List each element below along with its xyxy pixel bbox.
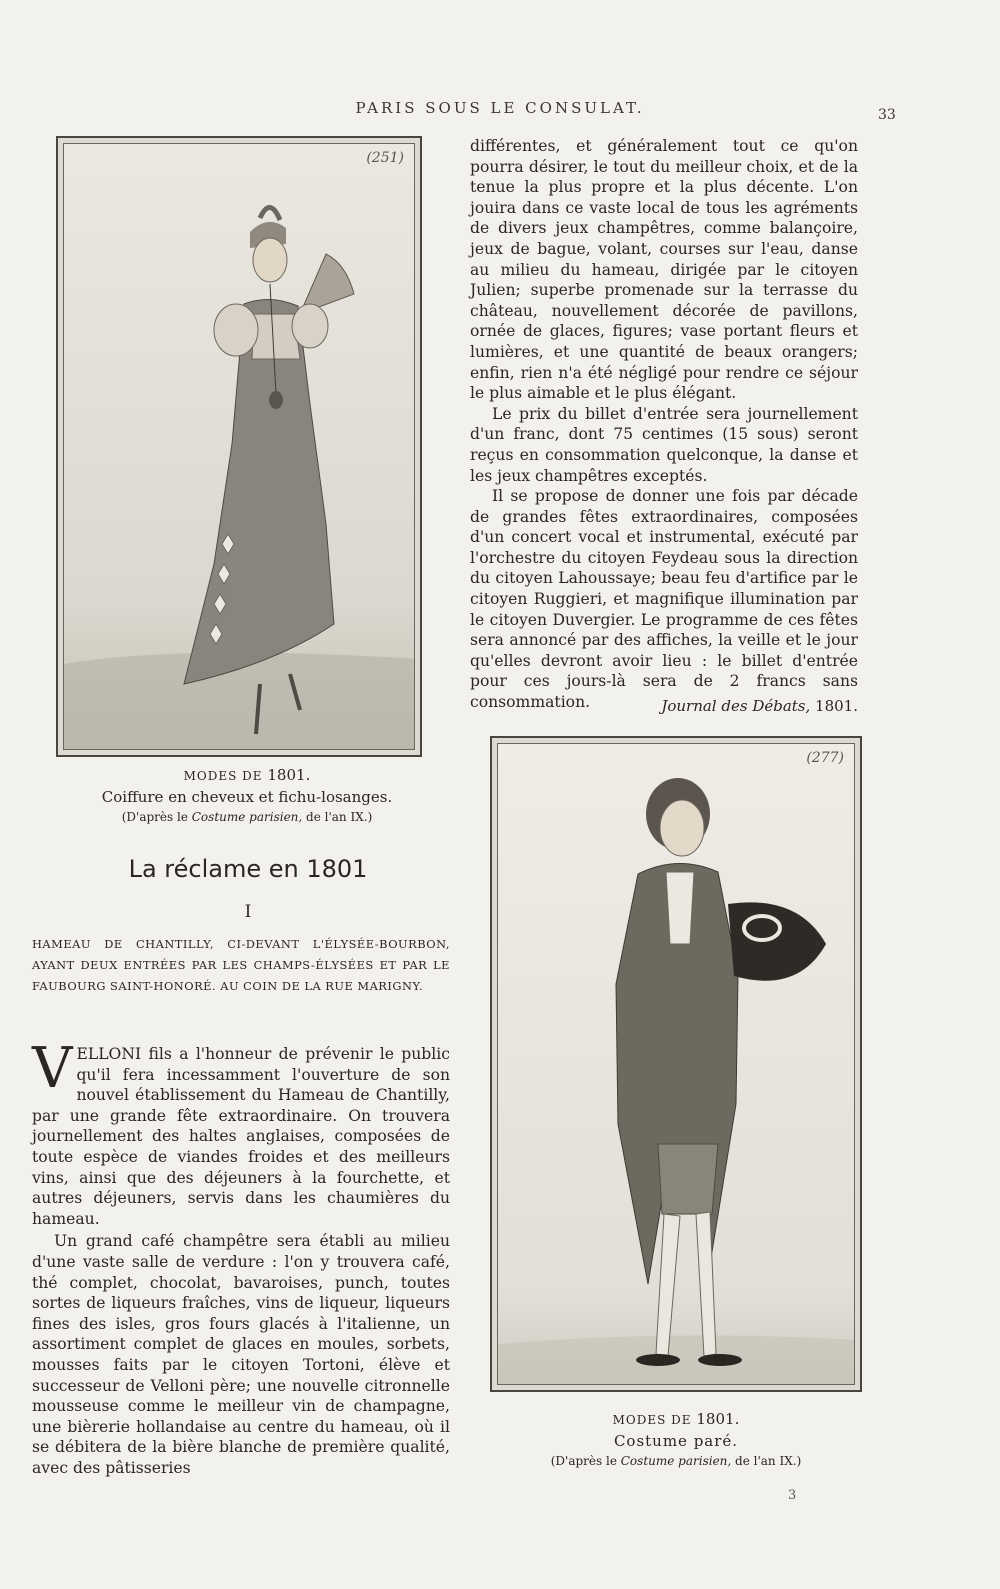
caption-left-title: Coiffure en cheveux et fichu-losanges. xyxy=(101,788,393,806)
caption-right-modes: MODES DE xyxy=(612,1413,692,1427)
paragraph-1-text: fils a l'honneur de prévenir le public qu'il fera incessamment l'ouverture de son nouvel établissement du Hameau de Chantilly, par une grande fête extraordinaire. On trouvera journellement des haltes anglaises, composées de toute espèce de viandes froides et des meilleurs vins, ainsi que des déjeuners à la fourchette, et autres déjeuners, servis dans les chaumières du hameau. xyxy=(32,1045,450,1228)
paragraph-5: Il se propose de donner une fois par décade de grandes fêtes extraordinaires, composées d'un concert vocal et instrumental, exécuté par l'orchestre du citoyen Feydeau sous la direction du citoyen Lahoussaye; beau feu d'artifice par le citoyen Ruggieri, et magnifique illumination par le citoyen Duvergier. Le programme de ces fêtes sera annoncé par des affiches, la veille et le jour qu'elles devront avoir lieu : le billet d'entrée pour ces jours-là sera de 2 francs sans consommation. xyxy=(470,487,858,712)
caption-left-source-pre: (D'après le xyxy=(121,810,188,824)
caption-right-source xyxy=(480,1454,872,1468)
signature-work: Journal des Débats, xyxy=(661,697,811,715)
caption-left-source-post: de l'an IX.) xyxy=(306,810,373,824)
page-number: 33 xyxy=(878,107,896,123)
right-column xyxy=(470,136,858,713)
signature-mark: 3 xyxy=(788,1488,797,1503)
caption-right xyxy=(480,1410,872,1468)
caption-right-source-post: de l'an IX.) xyxy=(735,1454,802,1468)
plate-number-right: (277) xyxy=(806,750,844,766)
caption-right-source-work: Costume parisien, xyxy=(620,1454,732,1468)
paragraph-1-caps: ELLONI xyxy=(76,1045,142,1063)
section-number: I xyxy=(244,902,252,922)
caption-left-modes: MODES DE xyxy=(183,769,263,783)
article-title: La réclame en 1801 xyxy=(128,855,368,883)
man-illustration xyxy=(498,744,855,1385)
caption-left xyxy=(40,766,454,824)
paragraph-2: Un grand café champêtre sera établi au milieu d'une vaste salle de verdure : l'on y trouvera café, thé complet, chocolat, bavaroises, punch, toutes sortes de liqueurs fraîches, vins de liqueur, liqueurs fines des isles, gros fours glacés à l'italienne, un assortiment complet de glaces en moules, sorbets, mousses faits par le citoyen Tortoni, élève et successeur de Velloni père; une nouvelle citronnelle mousseuse comme le meilleur vin de champagne, une bièrerie hollandaise au centre du hameau, où il se débitera de la bière blanche de première qualité, avec des pâtisseries xyxy=(32,1232,450,1477)
caption-left-source xyxy=(40,810,454,824)
paragraph-4: Le prix du billet d'entrée sera journellement d'un franc, dont 75 centimes (15 sous) seront reçus en consommation quelconque, la danse et les jeux champêtres exceptés. xyxy=(470,404,858,485)
fashion-plate-man xyxy=(490,736,862,1392)
section-heading: HAMEAU DE CHANTILLY, CI-DEVANT L'ÉLYSÉE-BOURBON, AYANT DEUX ENTRÉES PAR LES CHAMPS-ÉLYSÉES ET PAR LE FAUBOURG SAINT-HONORÉ. AU COIN DE LA RUE MARIGNY. xyxy=(32,937,450,993)
caption-right-year: 1801. xyxy=(696,1410,740,1428)
plate-image-woman xyxy=(63,143,415,750)
caption-right-source-pre: (D'après le xyxy=(550,1454,617,1468)
journal-signature xyxy=(470,697,858,715)
fashion-plate-woman xyxy=(56,136,422,757)
caption-left-source-work: Costume parisien, xyxy=(191,810,303,824)
caption-left-year: 1801. xyxy=(267,766,311,784)
left-column xyxy=(32,1036,450,1478)
woman-illustration xyxy=(64,144,415,750)
running-head: PARIS SOUS LE CONSULAT. xyxy=(355,99,645,117)
drop-capital: V xyxy=(32,1036,73,1101)
paragraph-3: différentes, et généralement tout ce qu'on pourra désirer, le tout du meilleur choix, et de la tenue la plus propre et la plus décente. L'on jouira dans ce vaste local de tous les agréments de divers jeux champêtres, comme balançoire, jeux de bague, volant, courses sur l'eau, danse au milieu du hameau, dirigée par le citoyen Julien; superbe promenade sur la terrasse du château, nouvellement décorée de pavillons, ornée de glaces, figures; vase portant fleurs et lumières, et une quantité de beaux orangers; enfin, rien n'a été négligé pour rendre ce séjour le plus aimable et le plus élégant. xyxy=(470,137,858,403)
caption-right-label xyxy=(480,1410,872,1428)
caption-right-title: Costume paré. xyxy=(613,1432,739,1450)
signature-year: 1801. xyxy=(815,697,858,715)
paragraph-1 xyxy=(32,1036,450,1229)
plate-image-man xyxy=(497,743,855,1385)
plate-number-left: (251) xyxy=(366,150,404,166)
caption-left-label xyxy=(40,766,454,784)
